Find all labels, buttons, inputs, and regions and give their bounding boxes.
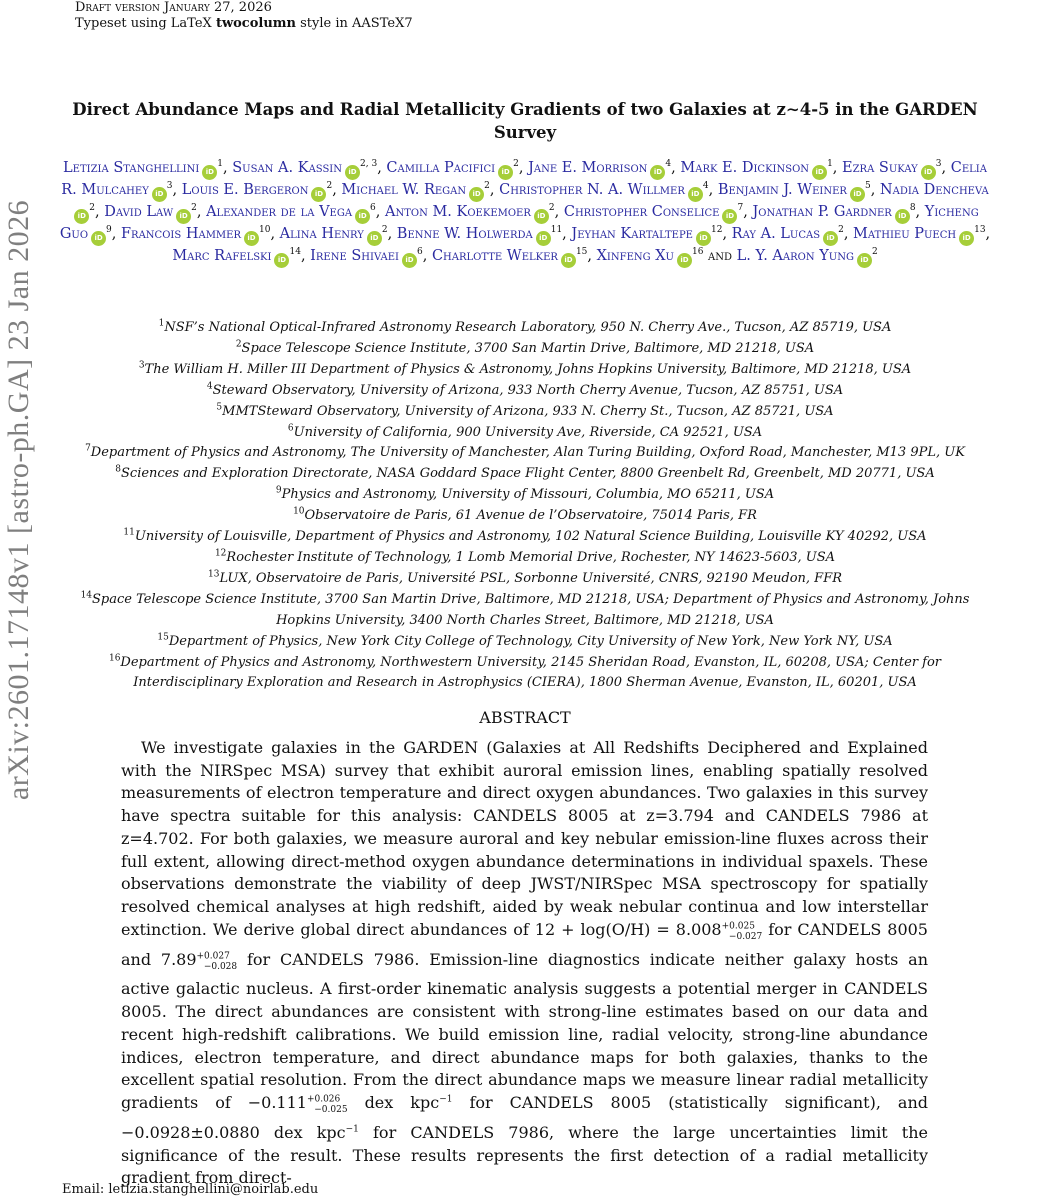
author-affiliation-mark: 2 [513,159,519,170]
author[interactable]: Christopher N. A. Willmer iD [499,182,703,198]
orcid-icon[interactable]: iD [534,209,549,224]
affiliation: $^8$Sciences and Exploration Directorate, NASA Goddard Space Flight Center, 8800 Greenbelt Rd, Greenbelt, MD 20771, USA [115,465,935,482]
author[interactable]: Ezra Sukay iD [842,160,936,176]
orcid-icon[interactable]: iD [857,253,872,268]
affiliation-list [55,318,995,694]
author[interactable]: Camilla Pacifici iD [386,160,513,176]
orcid-icon[interactable]: iD [152,187,167,202]
author[interactable]: Michael W. Regan iD [341,182,484,198]
author-affiliation-mark: 13 [974,225,986,236]
affiliation: $^7$Department of Physics and Astronomy, The University of Manchester, Alan Turing Building, Oxford Road, Manchester, M13 9PL, UK [85,444,965,461]
author[interactable]: Jeyhan Kartaltepe iD [571,226,711,242]
draft-version: Draft version January 27, 2026 [75,0,272,15]
orcid-icon[interactable]: iD [536,231,551,246]
affiliation: $^{10}$Observatoire de Paris, 61 Avenue de l’Observatoire, 75014 Paris, FR [293,506,757,524]
author[interactable]: Christopher Conselice iD [564,204,738,220]
author[interactable]: Jane E. Morrison iD [528,160,665,176]
orcid-icon[interactable]: iD [823,231,838,246]
abstract-text: We investigate galaxies in the GARDEN (Galaxies at All Redshifts Deciphered and Explained with the NIRSpec MSA) survey that exhibit auroral emission lines, enabling spatially resolved measurements of electron temperature and direct oxygen abundances. Two galaxies in this survey have spectra suitable for this analysis: CANDELS 8005 at z=3.794 and CANDELS 7986 at z=4.702. For both galaxies, we measure auroral and key nebular emission-line fluxes across their full extent, allowing direct-method oxygen abundance determinations in individual spaxels. These observations demonstrate the viability of deep JWST/NIRSpec MSA spectroscopy for spatially resolved chemical analyses at high redshift, aided by weak nebular continua and low interstellar extinction. We derive global direct abundances of $12 + \log(O/H) = 8.008^{+0.025}_{-0.027}$ for CANDELS 8005 and $7.89^{+0.027}_{-0.028}$ for CANDELS 7986. Emission-line diagnostics indicate neither galaxy hosts an active galactic nucleus. A first-order kinematic analysis suggests a potential merger in CANDELS 8005. The direct abundances are consistent with strong-line estimates based on our data and recent high-redshift calibrations. We build emission line, radial velocity, strong-line abundance indices, electron temperature, and direct abundance maps for both galaxies, thanks to the excellent spatial resolution. From the direct abundance maps we measure linear radial metallicity gradients of $-0.111^{+0.026}_{-0.025}$ dex kpc$^{-1}$ for CANDELS 8005 (statistically significant), and −0.0928±0.0880 dex kpc$^{-1}$ for CANDELS 7986, where the large uncertainties limit the significance of the result. These results represents the first detection of a radial metallicity gradient from direct- [121,738,928,1188]
affiliation: $^5$MMTSteward Observatory, University of Arizona, 933 N. Cherry St., Tucson, AZ 85721, USA [216,402,834,419]
affiliation: $^{14}$Space Telescope Science Institute, 3700 San Martin Drive, Baltimore, MD 21218, USA; Department of Physics and Astronomy, Johns Hopkins University, 3400 North Charles Street, Baltimore, MD 21218, USA [80,590,970,628]
author[interactable]: Susan A. Kassin iD [232,160,360,176]
affiliation: $^2$Space Telescope Science Institute, 3700 San Martin Drive, Baltimore, MD 21218, USA [235,339,815,356]
author-affiliation-mark: 14 [289,247,301,258]
affiliation: $^4$Steward Observatory, University of Arizona, 933 North Cherry Avenue, Tucson, AZ 85751, USA [206,381,844,398]
author[interactable]: Irene Shivaei iD [310,248,417,264]
author[interactable]: Louis E. Bergeron iD [182,182,327,198]
orcid-icon[interactable]: iD [355,209,370,224]
author-affiliation-mark: 2 [381,225,388,236]
author-affiliation-mark: 2 [484,181,490,192]
and-connector: and [708,248,733,264]
author-affiliation-mark: 2, 3 [360,159,378,170]
abstract-heading: ABSTRACT [479,708,571,727]
affiliation: $^{13}$LUX, Observatoire de Paris, Université PSL, Sorbonne Université, CNRS, 92190 Meudon, FFR [208,569,842,586]
affiliation: $^{11}$University of Louisville, Department of Physics and Astronomy, 102 Natural Science Building, Louisville KY 40292, USA [123,527,927,545]
typeset-line: Typeset using LaTeX twocolumn style in AASTeX7 [75,16,413,31]
author-affiliation-mark: 4 [665,159,672,170]
author-affiliation-mark: 15 [575,247,588,258]
author-affiliation-mark: 5 [864,181,871,192]
author-affiliation-mark: 3 [935,159,942,170]
page-header [75,0,413,32]
author[interactable]: Mathieu Puech iD [853,226,974,242]
author-affiliation-mark: 2 [191,203,197,214]
orcid-icon[interactable]: iD [650,165,665,180]
orcid-icon[interactable]: iD [850,187,865,202]
orcid-icon[interactable]: iD [469,187,484,202]
author-affiliation-mark: 4 [702,181,709,192]
author-affiliation-mark: 2 [838,225,844,236]
orcid-icon[interactable]: iD [74,209,89,224]
orcid-icon[interactable]: iD [696,231,711,246]
author-affiliation-mark: 11 [550,225,563,236]
author-affiliation-mark: 10 [259,225,271,236]
orcid-icon[interactable]: iD [274,253,289,268]
author[interactable]: David Law iD [104,204,191,220]
author[interactable]: Charlotte Welker iD [432,248,576,264]
author-affiliation-mark: 3 [166,181,173,192]
author[interactable]: Benjamin J. Weiner iD [718,182,865,198]
affiliation: $^9$Physics and Astronomy, University of Missouri, Columbia, MO 65211, USA [275,485,775,503]
author[interactable]: Alexander de la Vega iD [206,204,370,220]
email-footnote: Email: letizia.stanghellini@noirlab.edu [62,1182,319,1197]
author[interactable]: Alina Henry iD [280,226,382,242]
latex-logo: LaTeX [170,16,212,31]
orcid-icon[interactable]: iD [498,165,513,180]
affiliation: $^{12}$Rochester Institute of Technology, 1 Lomb Memorial Drive, Rochester, NY 14623-5603, USA [214,548,836,565]
orcid-icon[interactable]: iD [959,231,974,246]
orcid-icon[interactable]: iD [895,209,910,224]
author[interactable]: Letizia Stanghellini iD [63,160,217,176]
author-affiliation-mark: 16 [691,247,704,258]
arxiv-stamp: arXiv:2601.17148v1 [astro-ph.GA] 23 Jan 2026 [2,199,35,801]
author[interactable]: Yicheng Guo iD [60,204,979,242]
author-affiliation-mark: 6 [370,203,376,214]
orcid-icon[interactable]: iD [561,253,576,268]
orcid-icon[interactable]: iD [812,165,827,180]
author-affiliation-mark: 8 [909,203,916,214]
orcid-icon[interactable]: iD [345,165,360,180]
orcid-icon[interactable]: iD [176,209,191,224]
author[interactable]: Celia R. Mulcahey iD [61,160,987,198]
author[interactable]: L. Y. Aaron Yung iD [737,248,872,264]
orcid-icon[interactable]: iD [244,231,259,246]
author[interactable]: Xinfeng Xu iD [597,248,692,264]
author[interactable]: Mark E. Dickinson iD [680,160,827,176]
orcid-icon[interactable]: iD [677,253,692,268]
orcid-icon[interactable]: iD [367,231,382,246]
author-affiliation-mark: 1 [217,159,224,170]
author-affiliation-mark: 1 [827,159,833,170]
author-affiliation-mark: 2 [548,203,555,214]
orcid-icon[interactable]: iD [202,165,217,180]
author-affiliation-mark: 2 [326,181,333,192]
author[interactable]: Ray A. Lucas iD [732,226,838,242]
orcid-icon[interactable]: iD [921,165,936,180]
author[interactable]: Francois Hammer iD [121,226,259,242]
author[interactable]: Nadia DenchevaiD [71,182,988,220]
author-affiliation-mark: 12 [710,225,723,236]
author-affiliation-mark: 2 [871,247,878,258]
author-affiliation-mark: 6 [417,247,423,258]
author-affiliation-mark: 2 [89,203,96,214]
affiliation: $^6$University of California, 900 University Ave, Riverside, CA 92521, USA [287,423,763,440]
paper-title: Direct Abundance Maps and Radial Metallicity Gradients of two Galaxies at z∼4-5 in the GARDEN Survey [72,100,978,142]
orcid-icon[interactable]: iD [402,253,417,268]
author[interactable]: Jonathan P. Gardner iD [752,204,909,220]
author[interactable]: Anton M. Koekemoer iD [385,204,549,220]
orcid-icon[interactable]: iD [91,231,106,246]
affiliation: $^1$NSF’s National Optical-Infrared Astronomy Research Laboratory, 950 N. Cherry Ave., Tucson, AZ 85719, USA [158,318,892,335]
orcid-icon[interactable]: iD [688,187,703,202]
affiliation: $^3$The William H. Miller III Department of Physics & Astronomy, Johns Hopkins University, Baltimore, MD 21218, USA [138,360,912,377]
author-list: Letizia Stanghellini $iD^1$, Susan A. Kassin iD$^{2, 3}$, Camilla Pacifici $iD^2$, Jane E. Morrison $iD^4$, Mark E. Dickinson $iD^1$, Ezra Sukay $iD^3$, Celia R. Mulcahey $iD^3$, Louis E. Bergeron $iD^2$, Michael W. Regan $iD^2$, Christopher N. A. Willmer $iD^4$, Benjamin J. Weiner $iD^5$, Nadia DenchevaiD$^2$, David Law $iD^2$, Alexander de la Vega $iD^6$, Anton M. Koekemoer $iD^2$, Christopher Conselice $iD^7$, Jonathan P. Gardner $iD^8$, Yicheng Guo $iD^9$, Francois Hammer $iD^{10}$, Alina Henry $iD^2$, Benne W. Holwerda $iD^{11}$, Jeyhan Kartaltepe $iD^{12}$, Ray A. Lucas $iD^2$, Mathieu Puech $iD^{13}$, Marc Rafelski $iD^{14}$, Irene Shivaei $iD^6$, Charlotte Welker $iD^{15}$, Xinfeng Xu $iD^{16}$ and L. Y. Aaron Yung $iD^2$ [55,158,995,268]
orcid-icon[interactable]: iD [722,209,737,224]
affiliation: $^{15}$Department of Physics, New York City College of Technology, City University of New York, New York NY, USA [157,632,893,649]
orcid-icon[interactable]: iD [311,187,326,202]
affiliation: $^{16}$Department of Physics and Astronomy, Northwestern University, 2145 Sheridan Road, Evanston, IL, 60208, USA; Center for Interdisciplinary Exploration and Research in Astrophysics (CIERA), 1800 Sherman Avenue, Evanston, IL, 60201, USA [108,653,942,691]
author[interactable]: Benne W. Holwerda iD [397,226,551,242]
author-affiliation-mark: 9 [106,225,112,236]
author-affiliation-mark: 7 [737,203,744,214]
author[interactable]: Marc Rafelski iD [172,248,289,264]
